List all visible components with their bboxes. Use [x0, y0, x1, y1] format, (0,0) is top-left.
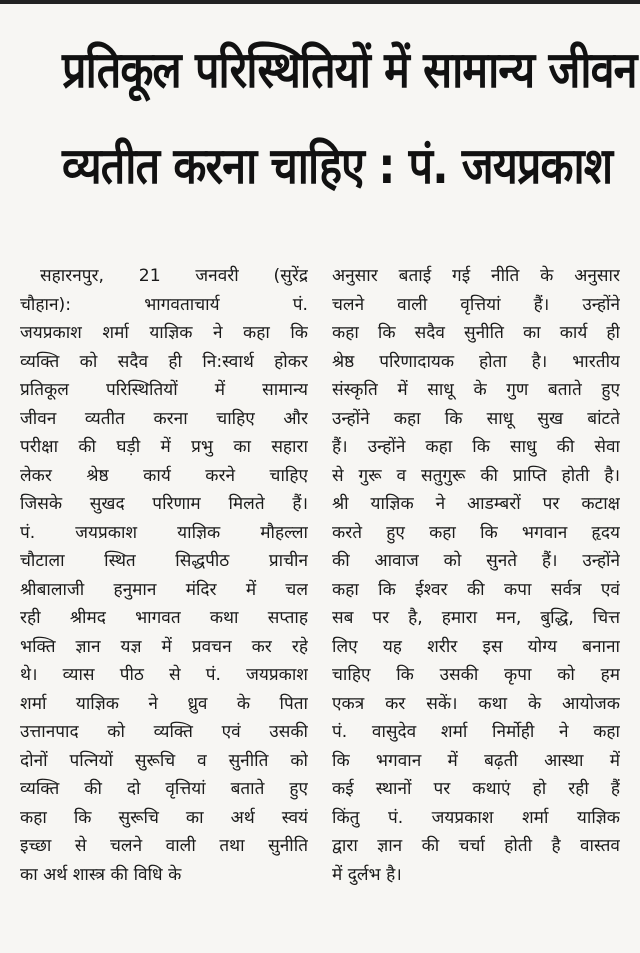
body-text-line: लेकर श्रेष्ठ कार्य करने चाहिए: [20, 465, 308, 486]
body-text-line: रही श्रीमद भागवत कथा सप्ताह: [20, 608, 308, 628]
body-text-line: से गुरू व सतुगुरू की प्राप्ति होती है।: [332, 465, 620, 486]
body-text-line: अनुसार बताई गई नीति के अनुसार: [332, 266, 620, 286]
body-text-line: करते हुए कहा कि भगवान हृदय: [332, 522, 620, 543]
body-text-line: भक्ति ज्ञान यज्ञ में प्रवचन कर रहे: [20, 636, 308, 657]
headline-line-1: प्रतिकूल परिस्थितियों में सामान्य जीवन: [62, 41, 637, 99]
body-text-line: कहा कि सुरूचि का अर्थ स्वयं: [20, 807, 308, 828]
body-text-line: हैं। उन्होंने कहा कि साधु की सेवा: [332, 437, 620, 457]
right-column: [332, 262, 620, 942]
body-text-line: कहा कि ईश्वर की कपा सर्वत्र एवं: [332, 579, 620, 600]
body-text-line: जीवन व्यतीत करना चाहिए और: [20, 408, 308, 429]
headline-line-2: व्यतीत करना चाहिए : पं. जयप्रकाश: [62, 137, 613, 195]
body-text-line: किंतु पं. जयप्रकाश शर्मा याज्ञिक: [332, 807, 620, 828]
body-text-line: पं. वासुदेव शर्मा निर्मोही ने कहा: [332, 722, 620, 742]
body-text-line: में दुर्लभ है।: [332, 864, 402, 885]
headline: [20, 22, 637, 214]
body-text-line: एकत्र कर सकें। कथा के आयोजक: [332, 693, 620, 714]
body-text-line: व्यक्ति को सदैव ही नि:स्वार्थ होकर: [20, 351, 308, 372]
body-text-line: चाहिए कि उसकी कृपा को हम: [332, 665, 620, 685]
body-text-line: की आवाज को सुनते हैं। उन्होंने: [332, 551, 620, 571]
body-text-line: सहारनपुर, 21 जनवरी (सुरेंद्र: [40, 266, 308, 286]
body-text-line: शर्मा याज्ञिक ने ध्रुव के पिता: [20, 693, 308, 714]
body-text-line: कहा कि सदैव सुनीति का कार्य ही: [332, 323, 620, 343]
body-text-line: दोनों पत्नियों सुरूचि व सुनीति को: [20, 750, 308, 771]
body-text-line: कई स्थानों पर कथाएं हो रही हैं: [332, 779, 620, 799]
body-text-line: थे। व्यास पीठ से पं. जयप्रकाश: [20, 665, 308, 685]
body-text-line: का अर्थ शास्त्र की विधि के: [20, 864, 182, 885]
body-text-line: पं. जयप्रकाश याज्ञिक मौहल्ला: [20, 522, 308, 543]
body-text-line: चौटाला स्थित सिद्धपीठ प्राचीन: [20, 551, 308, 571]
body-text-line: कि भगवान में बढ़ती आस्था में: [332, 750, 620, 771]
body-text-line: प्रतिकूल परिस्थितियों में सामान्य: [20, 380, 308, 400]
body-text-line: चलने वाली वृत्तियां हैं। उन्होंने: [332, 294, 620, 315]
body-text-line: उन्होंने कहा कि साधू सुख बांटते: [332, 408, 620, 429]
body-text-line: जयप्रकाश शर्मा याज्ञिक ने कहा कि: [20, 323, 308, 343]
body-text-line: श्री याज्ञिक ने आडम्बरों पर कटाक्ष: [332, 494, 620, 514]
body-text-line: इच्छा से चलने वाली तथा सुनीति: [20, 836, 308, 856]
body-text-line: लिए यह शरीर इस योग्य बनाना: [332, 636, 620, 657]
body-text-line: श्रीबालाजी हनुमान मंदिर में चल: [20, 579, 308, 600]
body-text-line: चौहान): भागवताचार्य पं.: [20, 294, 308, 315]
body-text-line: सब पर है, हमारा मन, बुद्धि, चित्त: [332, 608, 620, 628]
article-body: [20, 262, 620, 942]
top-border-rule: [0, 0, 640, 4]
body-text-line: संस्कृति में साधू के गुण बताते हुए: [332, 380, 620, 400]
body-text-line: व्यक्ति की दो वृत्तियां बताते हुए: [20, 779, 308, 799]
body-text-line: द्वारा ज्ञान की चर्चा होती है वास्तव: [332, 836, 620, 856]
body-text-line: परीक्षा की घड़ी में प्रभु का सहारा: [20, 437, 308, 457]
body-text-line: उत्तानपाद को व्यक्ति एवं उसकी: [20, 722, 308, 742]
body-text-line: जिसके सुखद परिणाम मिलते हैं।: [20, 494, 308, 514]
left-column: [20, 262, 308, 942]
body-text-line: श्रेष्ठ परिणादायक होता है। भारतीय: [332, 351, 620, 372]
